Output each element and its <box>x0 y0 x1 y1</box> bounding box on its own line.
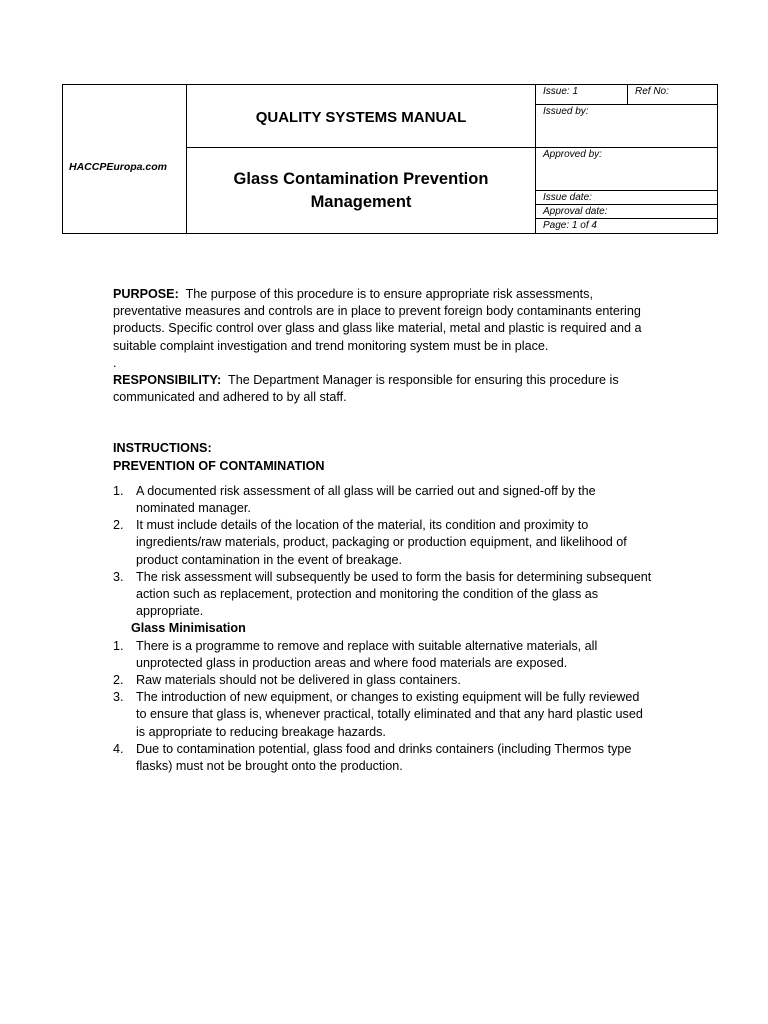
header-table <box>62 84 718 234</box>
list-text: There is a programme to remove and replace with suitable alternative materials, all unprotected glass in production areas and where food materials are exposed. <box>136 638 598 670</box>
separator-dot: . <box>113 355 117 370</box>
list-text: Due to contamination potential, glass food and drinks containers (including Thermos type flasks) must not be brought onto the production. <box>136 741 632 774</box>
purpose-text: The purpose of this procedure is to ensure appropriate risk assessments, preventative measures and controls are in place to prevent foreign body contaminants entering products. Specific control over glass and glass like material, metal and plastic is required and a suitable complaint investigation and trend monitoring system must be in place. <box>113 287 642 353</box>
list-item <box>113 689 653 741</box>
responsibility-text: The Department Manager is responsible for ensuring this procedure is communicated and adhered to by all staff. <box>113 373 619 405</box>
issue-field: Issue: 1 <box>536 85 628 105</box>
list-text: The risk assessment will subsequently be used to form the basis for determining subsequent action such as replacement, protection and monitoring the condition of the glass as appropriate. <box>136 569 652 619</box>
document-title: Glass Contamination Prevention Management <box>233 169 489 211</box>
responsibility-paragraph <box>113 372 653 406</box>
instructions-heading: INSTRUCTIONS: <box>113 441 212 456</box>
list-item <box>113 741 653 775</box>
list-item <box>113 483 653 517</box>
approval-date-field: Approval date: <box>536 205 717 219</box>
list-item <box>113 638 653 672</box>
list-number: 3. <box>113 569 124 584</box>
responsibility-label: RESPONSIBILITY: <box>113 373 222 388</box>
list-number: 3. <box>113 690 124 705</box>
list-item <box>113 517 653 569</box>
metadata-cells <box>536 85 717 233</box>
page-number-field: Page: 1 of 4 <box>543 220 597 231</box>
minimisation-list <box>113 638 653 776</box>
manual-title-cell <box>187 85 535 148</box>
company-logo-text: HACCPEuropa.com <box>69 161 168 173</box>
list-number: 1. <box>113 638 124 653</box>
list-number: 2. <box>113 673 124 688</box>
approved-by-field: Approved by: <box>536 148 717 191</box>
title-cell <box>187 85 536 233</box>
list-number: 2. <box>113 518 124 533</box>
document-body <box>113 286 653 775</box>
purpose-label: PURPOSE: <box>113 287 179 301</box>
glass-minimisation-heading: Glass Minimisation <box>131 621 246 636</box>
issue-date-field: Issue date: <box>536 191 717 205</box>
prevention-heading: PREVENTION OF CONTAMINATION <box>113 458 325 473</box>
list-item <box>113 569 653 621</box>
list-item <box>113 672 653 689</box>
manual-title: QUALITY SYSTEMS MANUAL <box>255 108 467 126</box>
list-text: A documented risk assessment of all glass will be carried out and signed-off by the nominated manager. <box>136 483 596 516</box>
issued-by-field: Issued by: <box>536 105 717 148</box>
ref-no-field: Ref No: <box>628 85 717 105</box>
list-text: The introduction of new equipment, or changes to existing equipment will be fully reviewed to ensure that glass is, whenever practical, totally eliminated and that any hard plastic used is appropriate to reducing breakage hazards. <box>136 690 643 739</box>
document-title-cell <box>187 148 535 233</box>
purpose-paragraph <box>113 286 653 355</box>
logo-cell <box>63 85 187 233</box>
prevention-list <box>113 483 653 621</box>
list-text: Raw materials should not be delivered in glass containers. <box>136 673 461 688</box>
list-number: 1. <box>113 483 124 498</box>
list-text: It must include details of the location of the material, its condition and proximity to ingredients/raw materials, product, packaging or production equipment, and likelihood of product contamination in the event of breakage. <box>136 518 627 567</box>
list-number: 4. <box>113 741 124 756</box>
